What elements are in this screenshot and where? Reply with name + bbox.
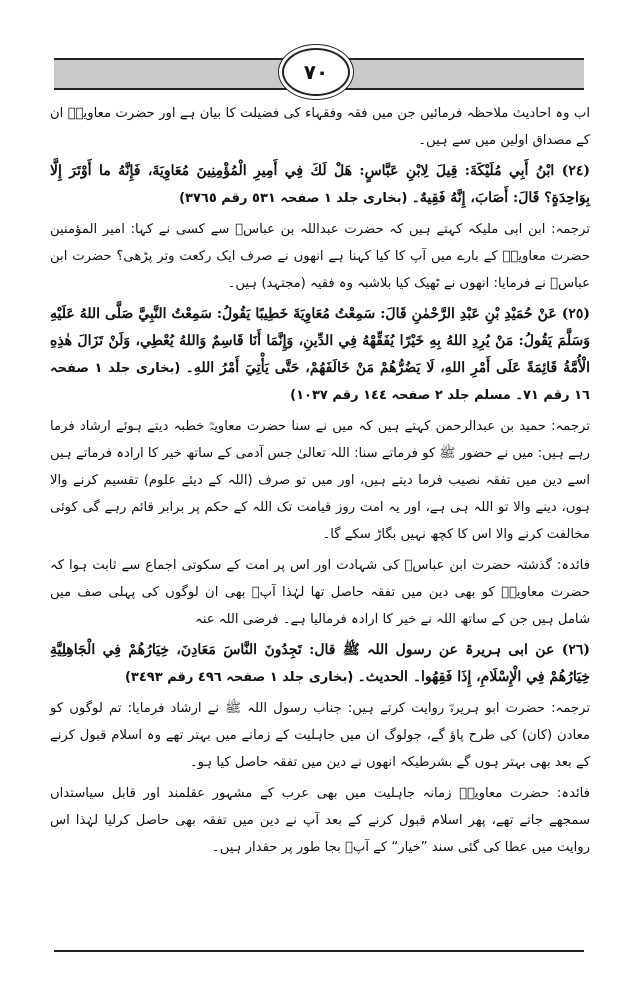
- faida-paragraph-1: فائدہ: گذشتہ حضرت ابن عباسؓ کی شہادت اور اس پر امت کے سکوتی اجماع سے ثابت ہوا کہ حضرت معاویہؓ کو بھی دین میں تفقہ حاصل تھا لہٰذا آپؓ بھی ان لوگوں کی پہلی صف میں شامل ہیں جن کے ساتھ اللہ نے خیر کا ارادہ فرمالیا ہے۔ فرضی اللہ عنہ: [50, 558, 590, 627]
- bottom-rule: [54, 950, 584, 952]
- hadith-25-arabic: (٢٥) عَنْ حُمَيْدِ بْنِ عَبْدِ الرَّحْمٰنِ قَالَ: سَمِعْتُ مُعَاوِيَةَ خَطِيبًا يَقُولُ: سَمِعْتُ النَّبِيَّ صَلَّى اللهُ عَلَيْهِ وَسَلَّمَ يَقُولُ: مَنْ يُرِدِ اللهُ بِهِ خَيْرًا يُفَقِّهْهُ فِي الدِّينِ، وَإِنَّمَا أَنَا قَاسِمٌ وَاللهُ يُعْطِي، وَلَنْ تَزَالَ هٰذِهِ الْأُمَّةُ قَائِمَةً عَلَى أَمْرِ اللهِ، لَا يَضُرُّهُمْ مَنْ خَالَفَهُمْ، حَتَّى يَأْتِيَ أَمْرُ اللهِ۔ (بخاری جلد ١ صفحہ ١٦ رقم ٧١۔ مسلم جلد ٢ صفحہ ١٤٤ رقم ١٠٣٧): [50, 306, 590, 403]
- page-number-badge: [282, 48, 350, 96]
- hadith-26-translation: ترجمہ: حضرت ابو ہریرہؓ روایت کرتے ہیں: جناب رسول اللہ ﷺ نے ارشاد فرمایا: تم لوگوں کو معادن (کان) کی طرح پاؤ گے، جولوگ ان میں جاہلیت کے زمانے میں بہتر تھے وہ اسلام قبول کرنے کے بعد بھی بہتر ہوں گے بشرطیکہ انھوں نے دین میں تفقہ حاصل کیا ہو۔: [50, 701, 590, 770]
- hadith-24-reference: (بخاری جلد ١ صفحہ ٥٣١ رقم ٣٧٦٥): [179, 191, 408, 206]
- page-number: ٧٠: [303, 60, 329, 84]
- page-body: [50, 100, 590, 865]
- hadith-26-reference: (بخاری جلد ١ صفحہ ٤٩٦ رقم ٣٤٩٣): [124, 670, 354, 685]
- hadith-24-translation: ترجمہ: ابن ابی ملیکہ کہتے ہیں کہ حضرت عبداللہ بن عباسؓ سے کسی نے کہا: امیر المؤمنین حضرت معاویہؓ کے بارے میں آپ کا کیا کہنا ہے انھوں نے صرف ایک رکعت وتر پڑھی؟ حضرت ابن عباسؓ نے فرمایا: انھوں نے ٹھیک کیا بلاشبہ وہ فقیہ (مجتہد) ہیں۔: [50, 222, 590, 291]
- intro-paragraph: اب وہ احادیث ملاحظہ فرمائیں جن میں فقہ وفقہاء کی فضیلت کا بیان ہے اور حضرت معاویہؓ ان کے مصداق اولین میں سے ہیں۔: [50, 106, 590, 148]
- hadith-26-arabic: (٢٦) عن ابی ہریرۃ عن رسول اللہ ﷺ قال: تَجِدُونَ النَّاسَ مَعَادِنَ، خِيَارُهُمْ فِي الْجَاهِلِيَّةِ خِيَارُهُمْ فِي الْإِسْلَامِ، إِذَا فَقِهُوا۔ الحدیث۔ (بخاری جلد ١ صفحہ ٤٩٦ رقم ٣٤٩٣): [50, 642, 590, 685]
- faida-paragraph-2: فائدہ: حضرت معاویہؓ زمانہ جاہلیت میں بھی عرب کے مشہور عقلمند اور قابل سیاستداں سمجھے جاتے تھے، پھر اسلام قبول کرنے کے بعد آپ نے دین میں تفقہ بھی حاصل کرلیا لہٰذا اس روایت میں عطا کی گئی سند ”خیار“ کے آپؓ بجا طور پر حقدار ہیں۔: [50, 786, 590, 855]
- hadith-24-arabic: (٢٤) ابْنُ أَبِي مُلَيْكَةَ: قِيلَ لِابْنِ عَبَّاسٍ: هَلْ لَكَ فِي أَمِيرِ الْمُؤْمِنِينَ مُعَاوِيَةَ، فَإِنَّهُ ما أَوْتَرَ إِلَّا بِوَاحِدَةٍ؟ قَالَ: أَصَابَ، إِنَّهُ فَقِيهٌ۔ (بخاری جلد ١ صفحہ ٥٣١ رقم ٣٧٦٥): [50, 163, 590, 206]
- hadith-25-translation: ترجمہ: حمید بن عبدالرحمن کہتے ہیں کہ میں نے سنا حضرت معاویہؓ خطبہ دیتے ہوئے ارشاد فرما رہے ہیں: میں نے حضور ﷺ کو فرماتے سنا: اللہ تعالیٰ جس آدمی کے ساتھ خیر کا ارادہ فرماتے ہیں اسے دین میں تفقہ نصیب فرما دیتے ہیں، اور میں تو صرف (اللہ کے دیئے علوم) تقسیم کرنے والا ہوں، دینے والا تو اللہ ہی ہے، اور یہ امت روز قیامت تک اللہ کے حکم پر برابر قائم رہے گی کوئی مخالفت کرنے والا اس کا کچھ نہیں بگاڑ سکے گا۔: [50, 419, 590, 542]
- hadith-25-reference: (بخاری جلد ١ صفحہ ١٦ رقم ٧١۔ مسلم جلد ٢ صفحہ ١٤٤ رقم ١٠٣٧): [50, 361, 590, 403]
